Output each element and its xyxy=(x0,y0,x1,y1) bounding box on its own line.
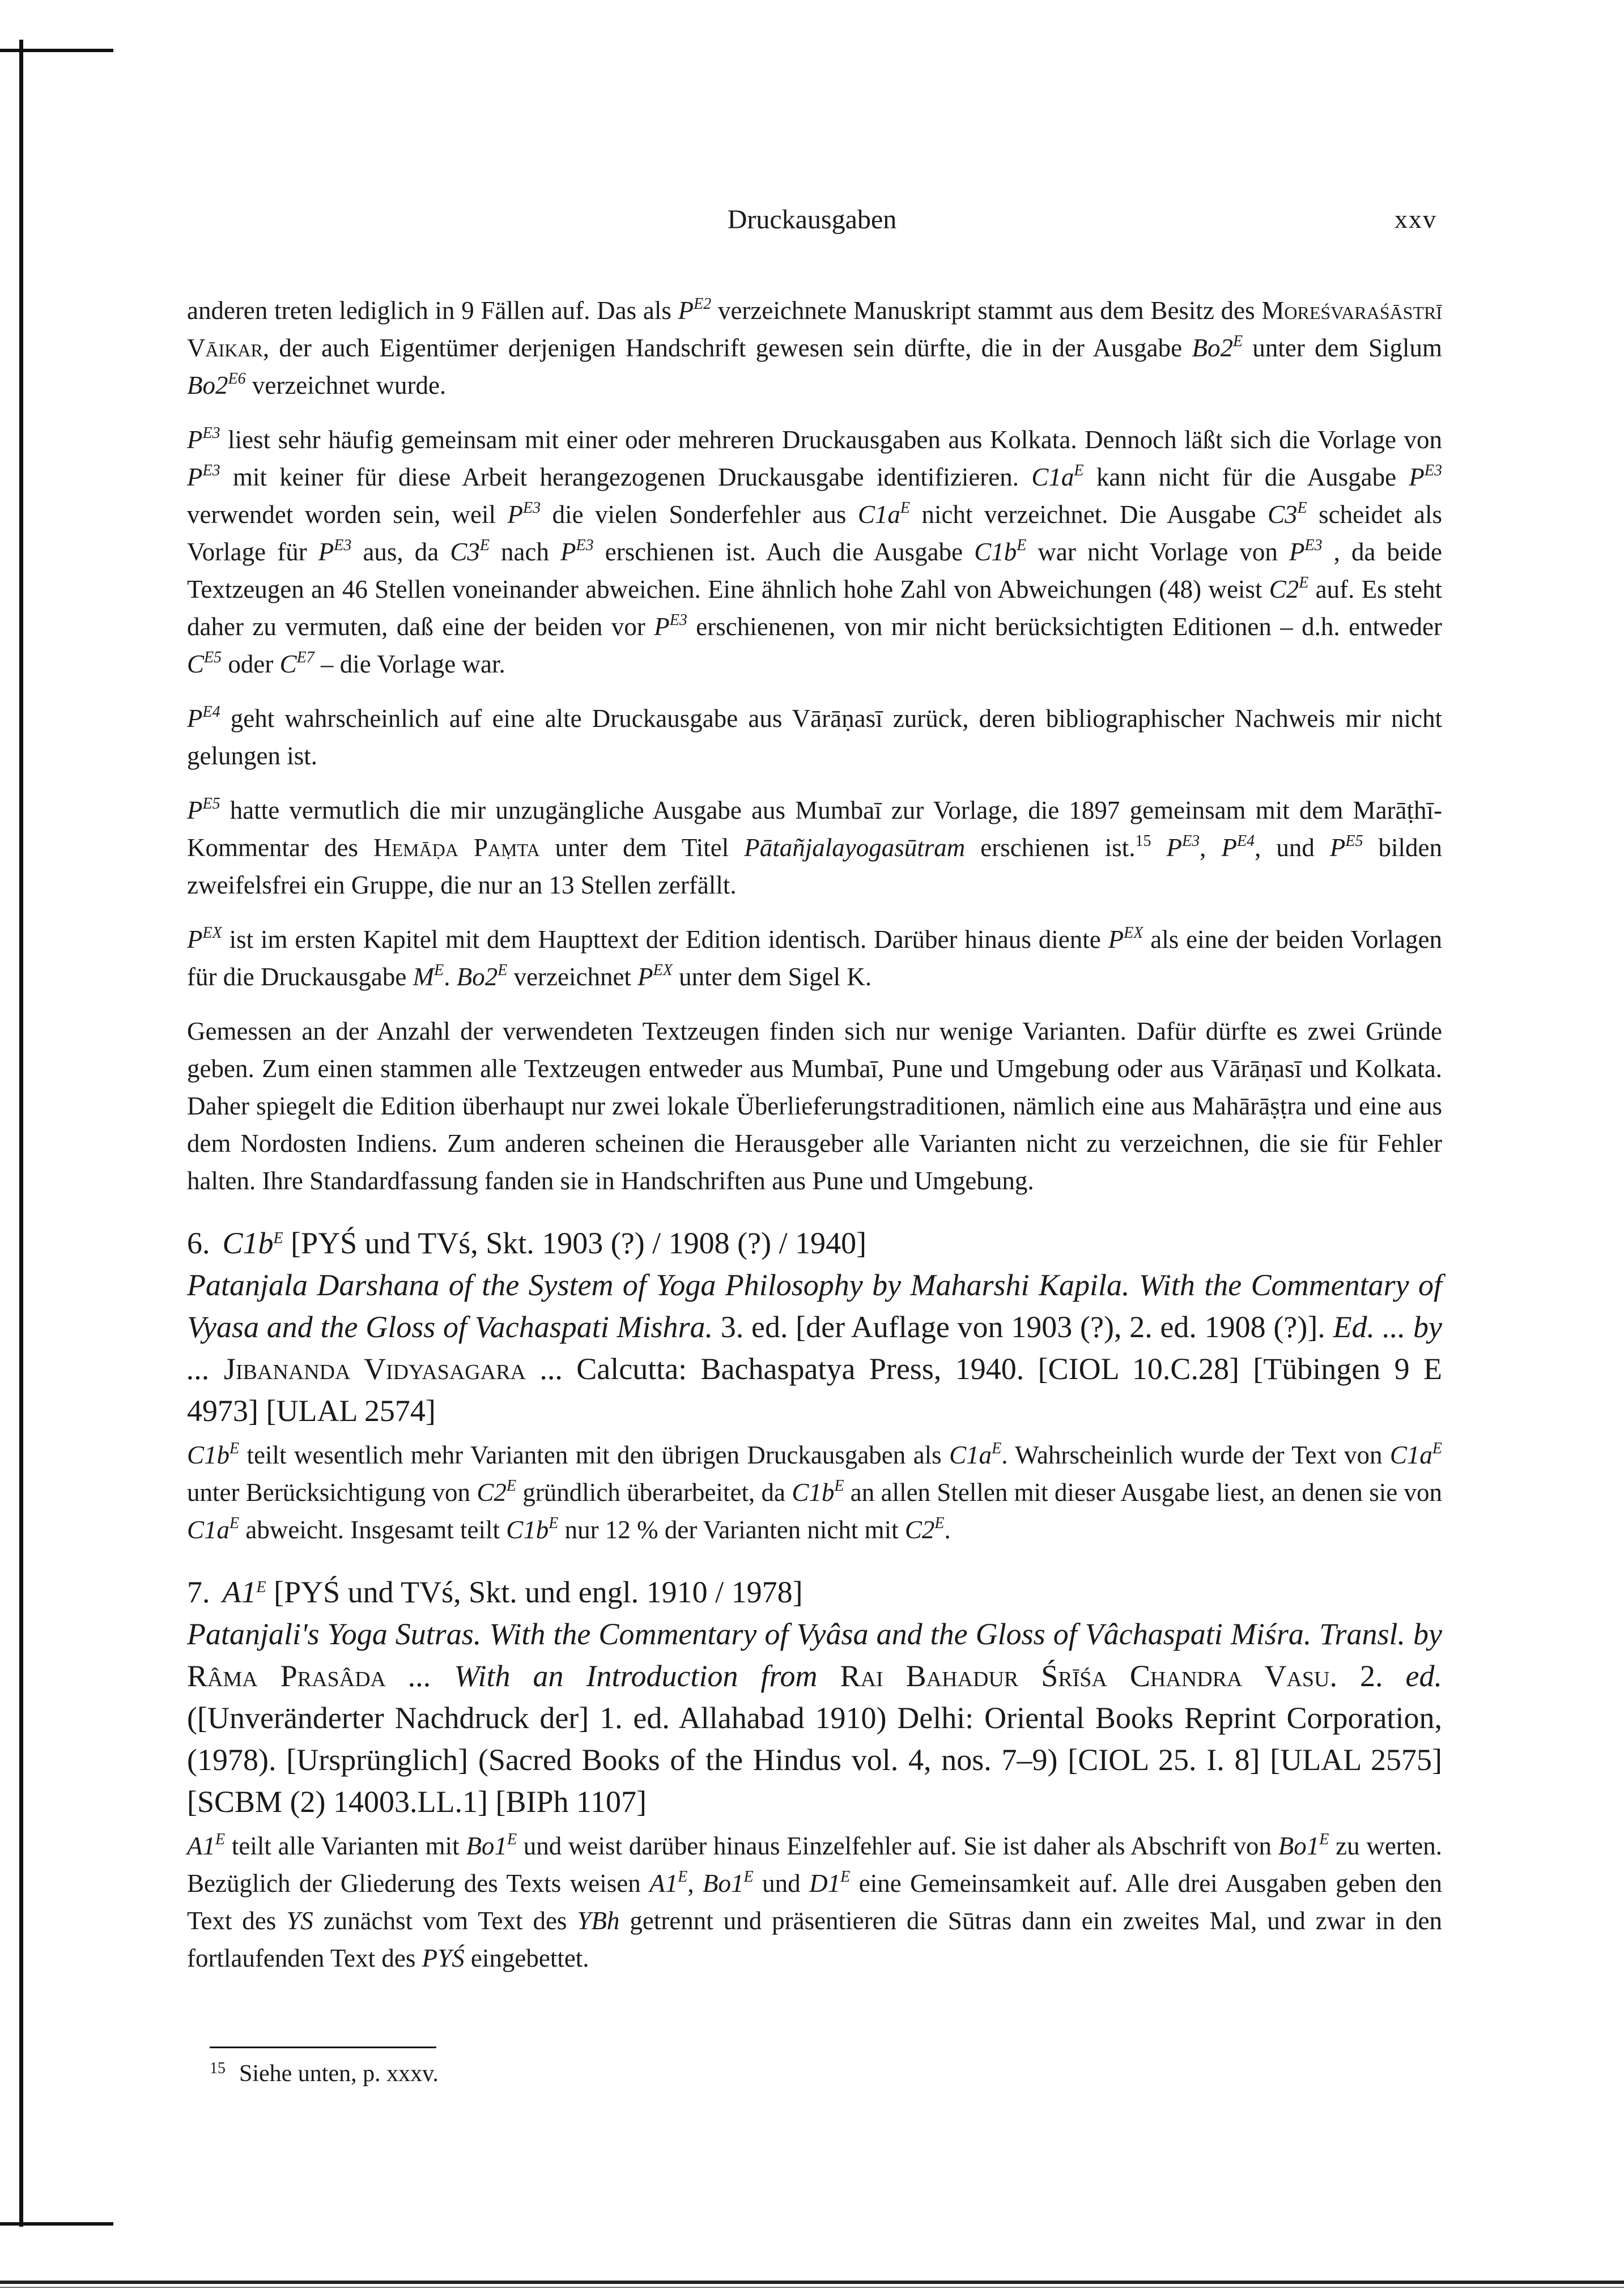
entry-description: $C1b^E$ teilt wesentlich mehr Varianten mit den übrigen Druckausgaben als $C1a^E$. Wahrscheinlich wurde der Text von $C1a^E$ unter Berücksichtigung von $C2^E$ gründlich überarbeitet, da $C1b^E$ an allen Stellen mit dieser Ausgabe liest, an denen sie von $C1a^E$ abweicht. Insgesamt teilt $C1b^E$ nur 12 % der Varianten nicht mit $C2^E$. xyxy=(187,1440,1443,1544)
entry-bibliography: Patanjala Darshana of the System of Yoga Philosophy by Maharshi Kapila. With the Commentary of Vyasa and the Gloss of Vachaspati Mishra. 3. ed. [der Auflage von 1903 (?), 2. ed. 1908 (?)]. Ed. ... by ... Jibananda Vidyasagara ... Calcutta: Bachaspatya Press, 1940. [CIOL 10.C.28] [Tübingen 9 E 4973] [ULAL 2574] xyxy=(187,1268,1443,1428)
binding-tick-bottom xyxy=(0,2222,113,2226)
translator-name: Râma Prasâda xyxy=(187,1659,386,1693)
page-bottom-border-thin xyxy=(0,2287,1624,2288)
entry-bibliography: Patanjali's Yoga Sutras. With the Commentary of Vyâsa and the Gloss of Vâchaspati Miśra. Transl. by Râma Prasâda ... With an Introduction from Rai Bahadur Śrīśa Chandra Vasu. 2. ed. ([Unveränderter Nachdruck der] 1. ed. Allahabad 1910) Delhi: Oriental Books Reprint Corporation, (1978). [Ursprünglich] (Sacred Books of the Hindus vol. 4, nos. 7–9) [CIOL 25. I. 8] [ULAL 2575] [SCBM (2) 14003.LL.1] [BIPh 1107] xyxy=(187,1617,1442,1819)
paragraph-1: anderen treten lediglich in 9 Fällen auf. Das als $P^{E2}$ verzeichnete Manuskript stammt aus dem Besitz des Moreśvaraśāstrī Vāikar, der auch Eigentümer derjenigen Handschrift gewesen sein dürfte, die in der Ausgabe $Bo2^E$ unter dem Siglum $Bo2^{E6}$ verzeichnet wurde. xyxy=(187,295,1442,399)
edition-entry-6 xyxy=(187,1222,1442,1548)
editor-name: Jibananda Vidyasagara xyxy=(223,1352,526,1386)
footnote-15 xyxy=(210,2060,439,2087)
running-header-title: Druckausgaben xyxy=(727,205,897,235)
page-bottom-border xyxy=(0,2281,1624,2284)
paragraph-2: $P^{E3}$ liest sehr häufig gemeinsam mit einer oder mehreren Druckausgaben aus Kolkata. Dennoch läßt sich die Vorlage von $P^{E3}$ mit keiner für diese Arbeit herangezogenen Druckausgabe identifizieren. $C1a^E$ kann nicht für die Ausgabe $P^{E3}$ verwendet worden sein, weil $P^{E3}$ die vielen Sonderfehler aus $C1a^E$ nicht verzeichnet. Die Ausgabe $C3^E$ scheidet als Vorlage für $P^{E3}$ aus, da $C3^E$ nach $P^{E3}$ erschienen ist. Auch die Ausgabe $C1b^E$ war nicht Vorlage von $P^{E3}$ , da beide Textzeugen an 46 Stellen voneinander abweichen. Eine ähnlich hohe Zahl von Abweichungen (48) weist $C2^E$ auf. Es steht daher zu vermuten, daß eine der beiden vor $P^{E3}$ erschienenen, von mir nicht berücksichtigten Editionen – d.h. entweder $C^{E5}$ oder $C^{E7}$ – die Vorlage war. xyxy=(187,424,1443,678)
entry-description: $A1^E$ teilt alle Varianten mit $Bo1^E$ und weist darüber hinaus Einzelfehler auf. Sie ist daher als Abschrift von $Bo1^E$ zu werten. Bezüglich der Gliederung des Texts weisen $A1^E$, $Bo1^E$ und $D1^E$ eine Gemeinsamkeit auf. Alle drei Ausgaben geben den Text des YS zunächst vom Text des YBh getrennt und präsentieren die Sūtras dann ein zweites Mal, und zwar in den fortlaufenden Text des PYŚ eingebettet. xyxy=(187,1831,1443,1972)
paragraph-5: $P^{EX}$ ist im ersten Kapitel mit dem Haupttext der Edition identisch. Darüber hinaus diente $P^{EX}$ als eine der beiden Vorlagen für die Druckausgabe $M^E$. $Bo2^E$ verzeichnet $P^{EX}$ unter dem Sigel K. xyxy=(187,924,1442,991)
commentator-name: Hemāḍa Paṃta xyxy=(373,833,540,862)
footnote-separator xyxy=(210,2047,436,2048)
binding-tick-top xyxy=(0,49,113,52)
page-number: xxv xyxy=(1395,205,1437,233)
entry-heading: 7. $A1^E$ [PYŚ und TVś, Skt. und engl. 1910 / 1978] xyxy=(187,1575,803,1609)
main-text xyxy=(187,292,1442,1977)
binding-rule-left xyxy=(19,40,23,2227)
entry-heading: 6. $C1b^E$ [PYŚ und TVś, Skt. 1903 (?) / 1908 (?) / 1940] xyxy=(187,1226,867,1260)
footnote-number: 15 xyxy=(210,2060,226,2077)
paragraph-6: Gemessen an der Anzahl der verwendeten Textzeugen finden sich nur wenige Varianten. Dafür dürfte es zwei Gründe geben. Zum einen stammen alle Textzeugen entweder aus Mumbaī, Pune und Umgebung oder aus Vārāṇasī und Kolkata. Daher spiegelt die Edition überhaupt nur zwei lokale Überlieferungstraditionen, nämlich eine aus Mahārāṣṭra und eine aus dem Nordosten Indiens. Zum anderen scheinen die Herausgeber alle Varianten nicht zu verzeichnen, die sie für Fehler halten. Ihre Standardfassung fanden sie in Handschriften aus Pune und Umgebung. xyxy=(187,1017,1442,1195)
paragraph-4: $P^{E5}$ hatte vermutlich die mir unzugängliche Ausgabe aus Mumbaī zur Vorlage, die 1897 gemeinsam mit dem Marāṭhī-Kommentar des Hemāḍa Paṃta unter dem Titel Pātañjalayogasūtram erschienen ist.$^{15}$ $P^{E3}$, $P^{E4}$, und $P^{E5}$ bilden zweifelsfrei ein Gruppe, die nur an 13 Stellen zerfällt. xyxy=(187,795,1443,899)
edition-entry-7 xyxy=(187,1571,1442,1977)
footnote-text: Siehe unten, p. xxxv. xyxy=(239,2061,439,2087)
introduction-author: Rai Bahadur Śrīśa Chandra Vasu xyxy=(840,1659,1330,1693)
work-title: Pātañjalayogasūtram xyxy=(744,833,966,862)
owner-name: Moreśvaraśāstrī Vāikar xyxy=(187,296,1442,362)
footnote-ref[interactable]: 15 xyxy=(1135,832,1151,850)
paragraph-3: $P^{E4}$ geht wahrscheinlich auf eine alte Druckausgabe aus Vārāṇasī zurück, deren bibliographischer Nachweis mir nicht gelungen ist. xyxy=(187,703,1442,770)
